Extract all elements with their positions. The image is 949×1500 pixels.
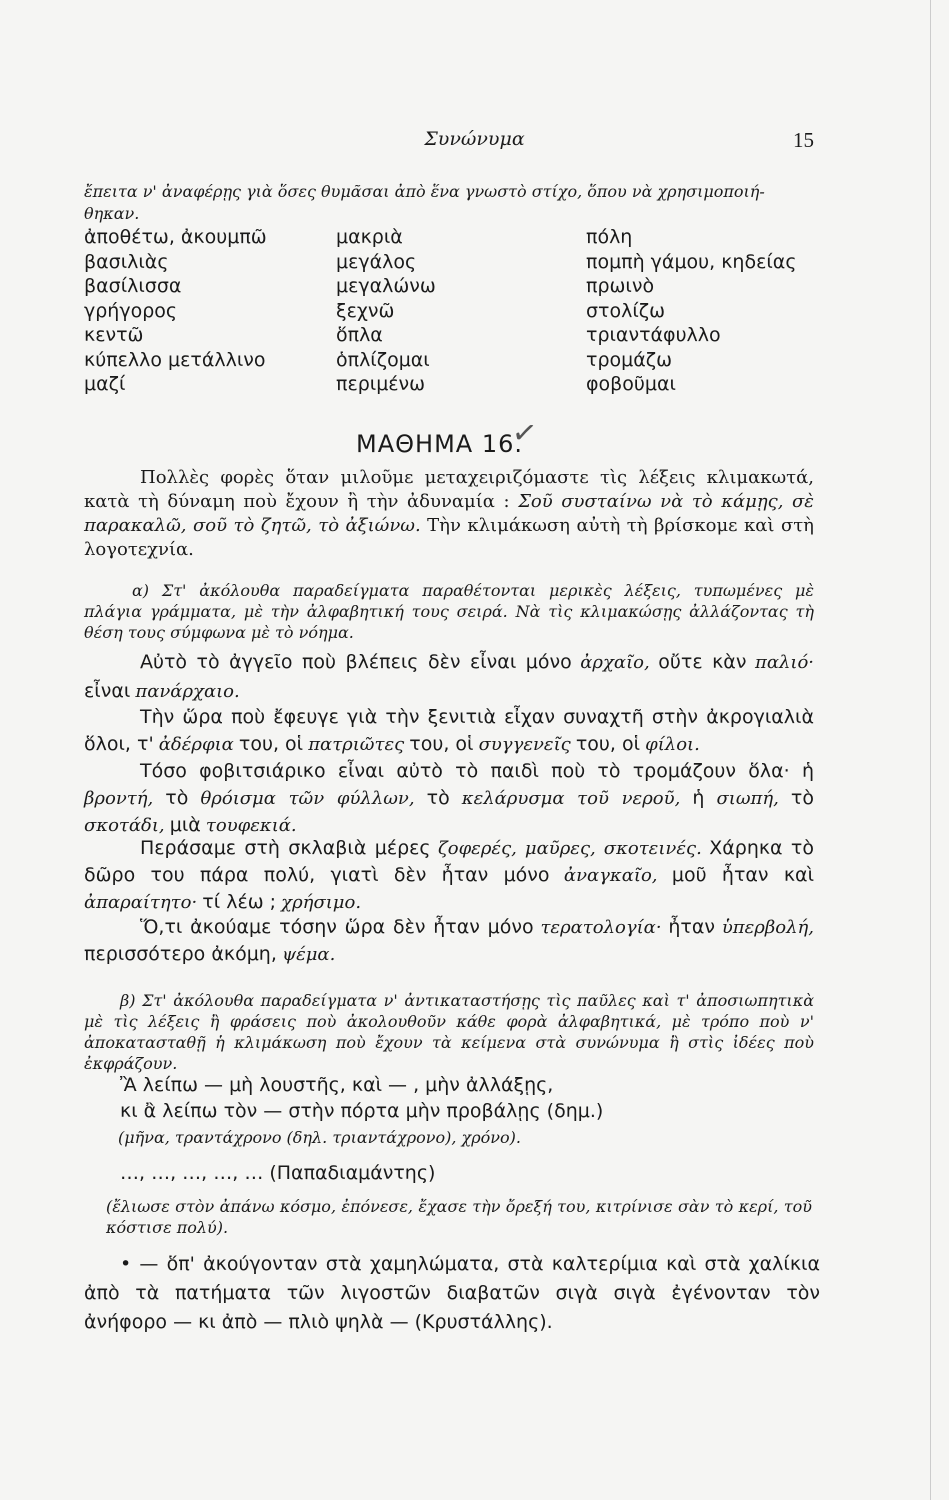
word-column-1 [84, 225, 267, 397]
verse-words-1: (μῆνα, τραντάχρονο (δηλ. τριαντάχρονο), χρόνο). [118, 1128, 521, 1147]
word-item: περιμένω [336, 373, 426, 395]
word-item: μεγαλώνω [336, 275, 436, 297]
word-item: στολίζω [586, 299, 666, 322]
word-item: τριαντάφυλλο [586, 324, 721, 346]
intro-line-2: θηκαν. [84, 204, 140, 223]
word-item: μεγάλος [336, 250, 417, 273]
word-item: γρήγορος [84, 299, 178, 322]
word-item: κύπελλο μετάλλινο [84, 348, 266, 371]
word-item: βασιλιὰς [84, 250, 169, 273]
word-item: φοβοῦμαι [586, 373, 676, 395]
word-item: πομπὴ γάμου, κηδείας [586, 250, 797, 273]
word-item: ὅπλα [336, 324, 383, 346]
word-item: πόλη [586, 226, 633, 248]
word-column-2 [336, 225, 436, 397]
instruction-b: β) Στ' ἀκόλουθα παραδείγματα ν' ἀντικαταστήσῃς τὶς παῦλες καὶ τ' ἀποσιωπητικὰ μὲ τὶς λέξεις ἢ φράσεις ποὺ ἀκολουθοῦν κάθε φορὰ ἀλφαβητικά, μὲ τρόπο ποὺ ν' ἀποκατασταθῇ ἡ κλιμάκωση ποὺ ἔχουν τὰ κείμενα στὰ συνώνυμα ἢ στὶς ἰδέες ποὺ ἐκφράζουν. [84, 991, 814, 1073]
word-item: πρωινὸ [586, 275, 655, 297]
word-item: μακριὰ [336, 226, 403, 248]
word-item: ὁπλίζομαι [336, 348, 430, 371]
example-4: Περάσαμε στὴ σκλαβιὰ μέρες ζοφερές, μαῦρες, σκοτεινές. Χάρηκα τὸ δῶρο του πάρα πολύ, γιατὶ δὲν ἦταν μόνο ἀναγκαῖο, μοῦ ἦταν καὶ ἀπαραίτητο· τί λέω ; χρήσιμο. [84, 837, 815, 913]
word-item: βασίλισσα [84, 275, 182, 297]
running-title: Συνώνυμα [424, 128, 525, 150]
word-item: ξεχνῶ [336, 299, 395, 322]
check-mark-icon: ✓ [509, 414, 540, 453]
lesson-title: ΜΑΘΗΜΑ 16. [356, 430, 523, 458]
ellipsis-line: …, …, …, …, … (Παπαδιαμάντης) [120, 1162, 436, 1184]
example-5: Ὅ,τι ἀκούαμε τόσην ὥρα δὲν ἦταν μόνο τερατολογία· ἦταν ὑπερβολή, περισσότερο ἀκόμη, ψέμα. [84, 916, 815, 965]
page-number: 15 [793, 128, 814, 152]
word-item: κεντῶ [84, 324, 144, 346]
verse-line-2: κι ἂ λείπω τὸν — στὴν πόρτα μὴν προβάλῃς (δημ.) [120, 1100, 604, 1122]
example-2: Τὴν ὥρα ποὺ ἔφευγε γιὰ τὴν ξενιτιὰ εἶχαν συναχτῆ στὴν ἀκρογιαλιὰ ὅλοι, τ' ἀδέρφια του, οἱ πατριῶτες του, οἱ συγγενεῖς του, οἱ φίλοι. [84, 706, 814, 755]
word-item: μαζί [84, 373, 126, 395]
intro-paragraph: Πολλὲς φορὲς ὅταν μιλοῦμε μεταχειριζόμαστε τὶς λέξεις κλιμακωτά, κατὰ τὴ δύναμη ποὺ ἔχουν ἢ τὴν ἀδυναμία : Σοῦ συσταίνω νὰ τὸ κάμῃς, σὲ παρακαλῶ, σοῦ τὸ ζητῶ, τὸ ἀξιώνω. Τὴν κλιμάκωση αὐτὴ τὴ βρίσκομε καὶ στὴ λογοτεχνία. [84, 467, 814, 560]
intro-line-1: ἔπειτα ν' ἀναφέρῃς γιὰ ὅσες θυμᾶσαι ἀπὸ ἕνα γνωστὸ στίχο, ὅπου νὰ χρησιμοποιή- [84, 182, 765, 201]
page-edge [930, 0, 931, 1500]
example-1: Αὐτὸ τὸ ἀγγεῖο ποὺ βλέπεις δὲν εἶναι μόνο ἀρχαῖο, οὔτε κὰν παλιό· εἶναι πανάρχαιο. [84, 651, 815, 702]
example-3: Τόσο φοβιτσιάρικο εἶναι αὐτὸ τὸ παιδὶ ποὺ τὸ τρομάζουν ὅλα· ἡ βροντή, τὸ θρόισμα τῶν φύλλων, τὸ κελάρυσμα τοῦ νεροῦ, ἡ σιωπή, τὸ σκοτάδι, μιὰ τουφεκιά. [84, 760, 814, 836]
words-list-2: (ἔλιωσε στὸν ἀπάνω κόσμο, ἐπόνεσε, ἔχασε τὴν ὄρεξή του, κιτρίνισε σὰν τὸ κερί, τοῦ κόστισε πολύ). [106, 1197, 812, 1237]
final-passage: • — ὅπ' ἀκούγονταν στὰ χαμηλώματα, στὰ καλτερίμια καὶ στὰ χαλίκια ἀπὸ τὰ πατήματα τῶν λιγοστῶν διαβατῶν σιγὰ σιγὰ ἐγένονταν τὸν ἀνήφορο — κι ἀπὸ — πλιὸ ψηλὰ — (Κρυστάλλης). [84, 1253, 820, 1333]
word-column-3 [586, 225, 796, 397]
word-item: ἀποθέτω, ἀκουμπῶ [84, 226, 267, 248]
instruction-a: α) Στ' ἀκόλουθα παραδείγματα παραθέτονται μερικὲς λέξεις, τυπωμένες μὲ πλάγια γράμματα, μὲ τὴν ἀλφαβητική τους σειρά. Νὰ τὶς κλιμακώσῃς ἀλλάζοντας τὴ θέση τους σύμφωνα μὲ τὸ νόημα. [84, 581, 814, 642]
verse-line-1: Ἂ λείπω — μὴ λουστῆς, καὶ — , μὴν ἀλλάξῃς, [120, 1074, 554, 1096]
word-item: τρομάζω [586, 348, 672, 371]
